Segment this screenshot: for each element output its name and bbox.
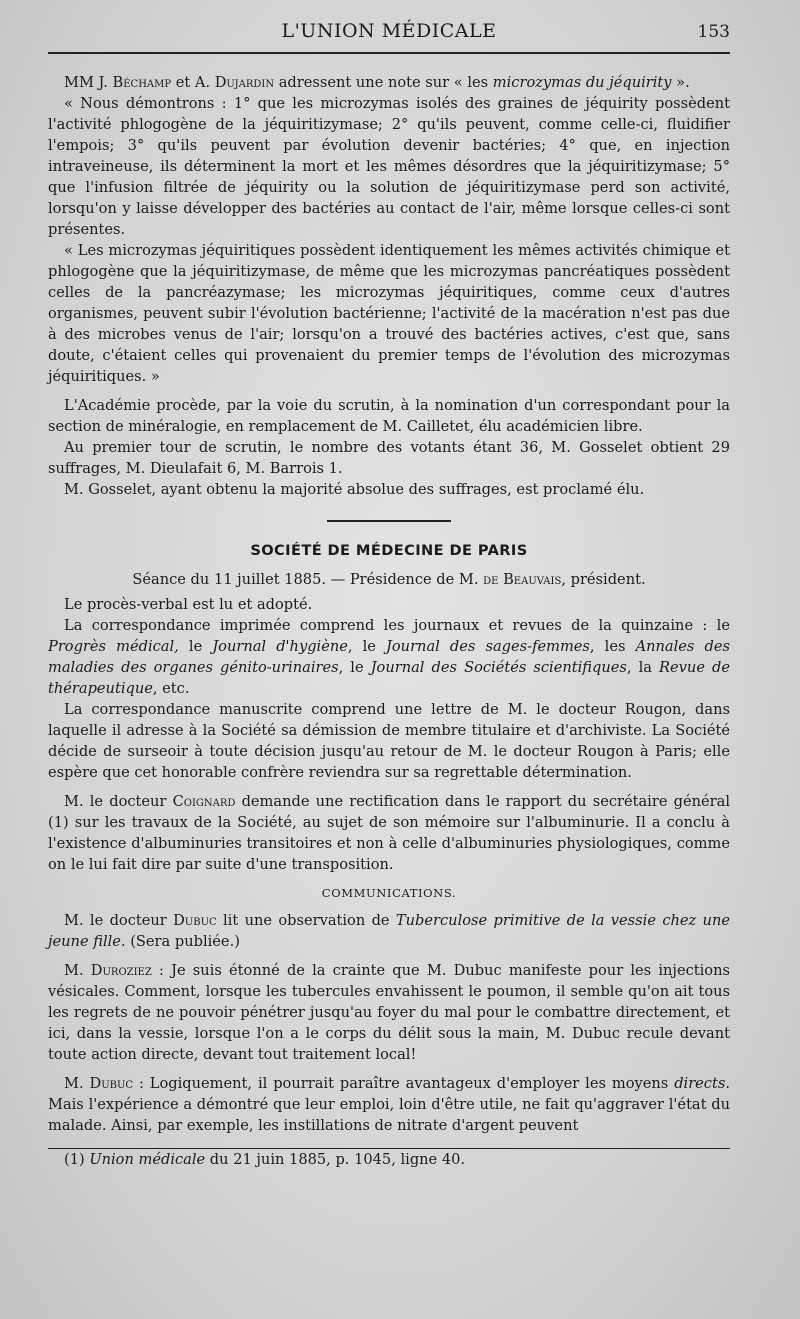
section-title: SOCIÉTÉ DE MÉDECINE DE PARIS	[250, 542, 528, 559]
academy-paragraph-6: M. Gosselet, ayant obtenu la majorité absolue des suffrages, est proclamé élu.	[64, 481, 645, 498]
academy-paragraph-2: « Nous démontrons : 1° que les microzymas isolés des graines de jéquirity possèdent l'activité phlogogène de la jéquiritizymase; 2° qu'ils peuvent, comme celle-ci, fluidifier l'empois; 3° qu'ils peuvent par évolution devenir bactéries; 4° que, en injection intraveineuse, ils déterminent la mort et les mêmes désordres que la jéquiritizymase; 5° que l'infusion filtrée de jéquirity ou la solution de jéquiritizymase perd son activité, lorsqu'on y laisse développer des bactéries au contact de l'air, même lorsque celles-ci sont présentes.	[48, 95, 730, 238]
session-line: Séance du 11 juillet 1885. — Présidence de M. de Beauvais, président.	[132, 571, 646, 588]
footnote: (1) Union médicale du 21 juin 1885, p. 1045, ligne 40.	[64, 1151, 466, 1168]
academy-paragraph-5: Au premier tour de scrutin, le nombre des votants étant 36, M. Gosselet obtient 29 suffrages, M. Dieulafait 6, M. Barrois 1.	[48, 439, 730, 477]
society-paragraph-6: M. Duroziez : Je suis étonné de la crainte que M. Dubuc manifeste pour les injections vésicales. Comment, lorsque les tubercules envahissent le poumon, il semble qu'on ait tous les regrets de ne pouvoir pénétrer jusqu'au foyer du mal pour le combattre directement, et ici, dans la vessie, lorsque l'on a le corps du délit sous la main, M. Dubuc recule devant toute action directe, devant tout traitement local!	[48, 962, 730, 1063]
academy-paragraph-1: MM J. Béchamp et A. Dujardin adressent une note sur « les microzymas du jéquirity ».	[64, 74, 690, 91]
header-rule	[48, 52, 730, 54]
page-header	[48, 18, 730, 52]
society-paragraph-2: La correspondance imprimée comprend les journaux et revues de la quinzaine : le Progrès médical, le Journal d'hygiène, le Journal des sages-femmes, les Annales des maladies des organes génito-urinaires, le Journal des Sociétés scientifiques, la Revue de thérapeutique, etc.	[48, 617, 730, 697]
society-paragraph-4: M. le docteur Coignard demande une rectification dans le rapport du secrétaire général (1) sur les travaux de la Société, au sujet de son mémoire sur l'albuminurie. Il a conclu à l'existence d'albuminuries transitoires et non à celle d'albuminuries physiologiques, comme on le lui fait dire par suite d'une transposition.	[48, 793, 730, 873]
academy-paragraph-3: « Les microzymas jéquiritiques possèdent identiquement les mêmes activités chimique et phlogogène que la jéquiritizymase, de même que les microzymas pancréatiques possèdent celles de la pancréazymase; les microzymas jéquiritiques, comme ceux d'autres organismes, peuvent subir l'évolution bactérienne; l'activité de la macération n'est pas due à des microbes venus de l'air; lorsqu'on a trouvé des bactéries actives, c'est que, sans doute, c'étaient celles qui provenaient du premier temps de l'évolution des microzymas jéquiritiques. »	[48, 242, 730, 385]
communications-heading: COMMUNICATIONS.	[321, 886, 457, 900]
section-divider	[327, 520, 451, 522]
society-paragraph-1: Le procès-verbal est lu et adopté.	[64, 596, 313, 613]
running-title: L'UNION MÉDICALE	[281, 20, 497, 42]
page-number: 153	[697, 22, 730, 42]
society-paragraph-3: La correspondance manuscrite comprend une lettre de M. le docteur Rougon, dans laquelle il adresse à la Société sa démission de membre titulaire et d'archiviste. La Société décide de surseoir à toute décision jusqu'au retour de M. le docteur Rougon à Paris; elle espère que cet honorable confrère reviendra sur sa regrettable détermination.	[48, 701, 730, 781]
main-text	[48, 72, 730, 1170]
society-paragraph-7: M. Dubuc : Logiquement, il pourrait paraître avantageux d'employer les moyens directs. Mais l'expérience a démontré que leur emploi, loin d'être utile, ne fait qu'aggraver l'état du malade. Ainsi, par exemple, les instillations de nitrate d'argent peuvent	[48, 1075, 730, 1134]
society-paragraph-5: M. le docteur Dubuc lit une observation de Tuberculose primitive de la vessie chez une jeune fille. (Sera publiée.)	[48, 912, 730, 950]
academy-paragraph-4: L'Académie procède, par la voie du scrutin, à la nomination d'un correspondant pour la section de minéralogie, en remplacement de M. Cailletet, élu académicien libre.	[48, 397, 730, 435]
